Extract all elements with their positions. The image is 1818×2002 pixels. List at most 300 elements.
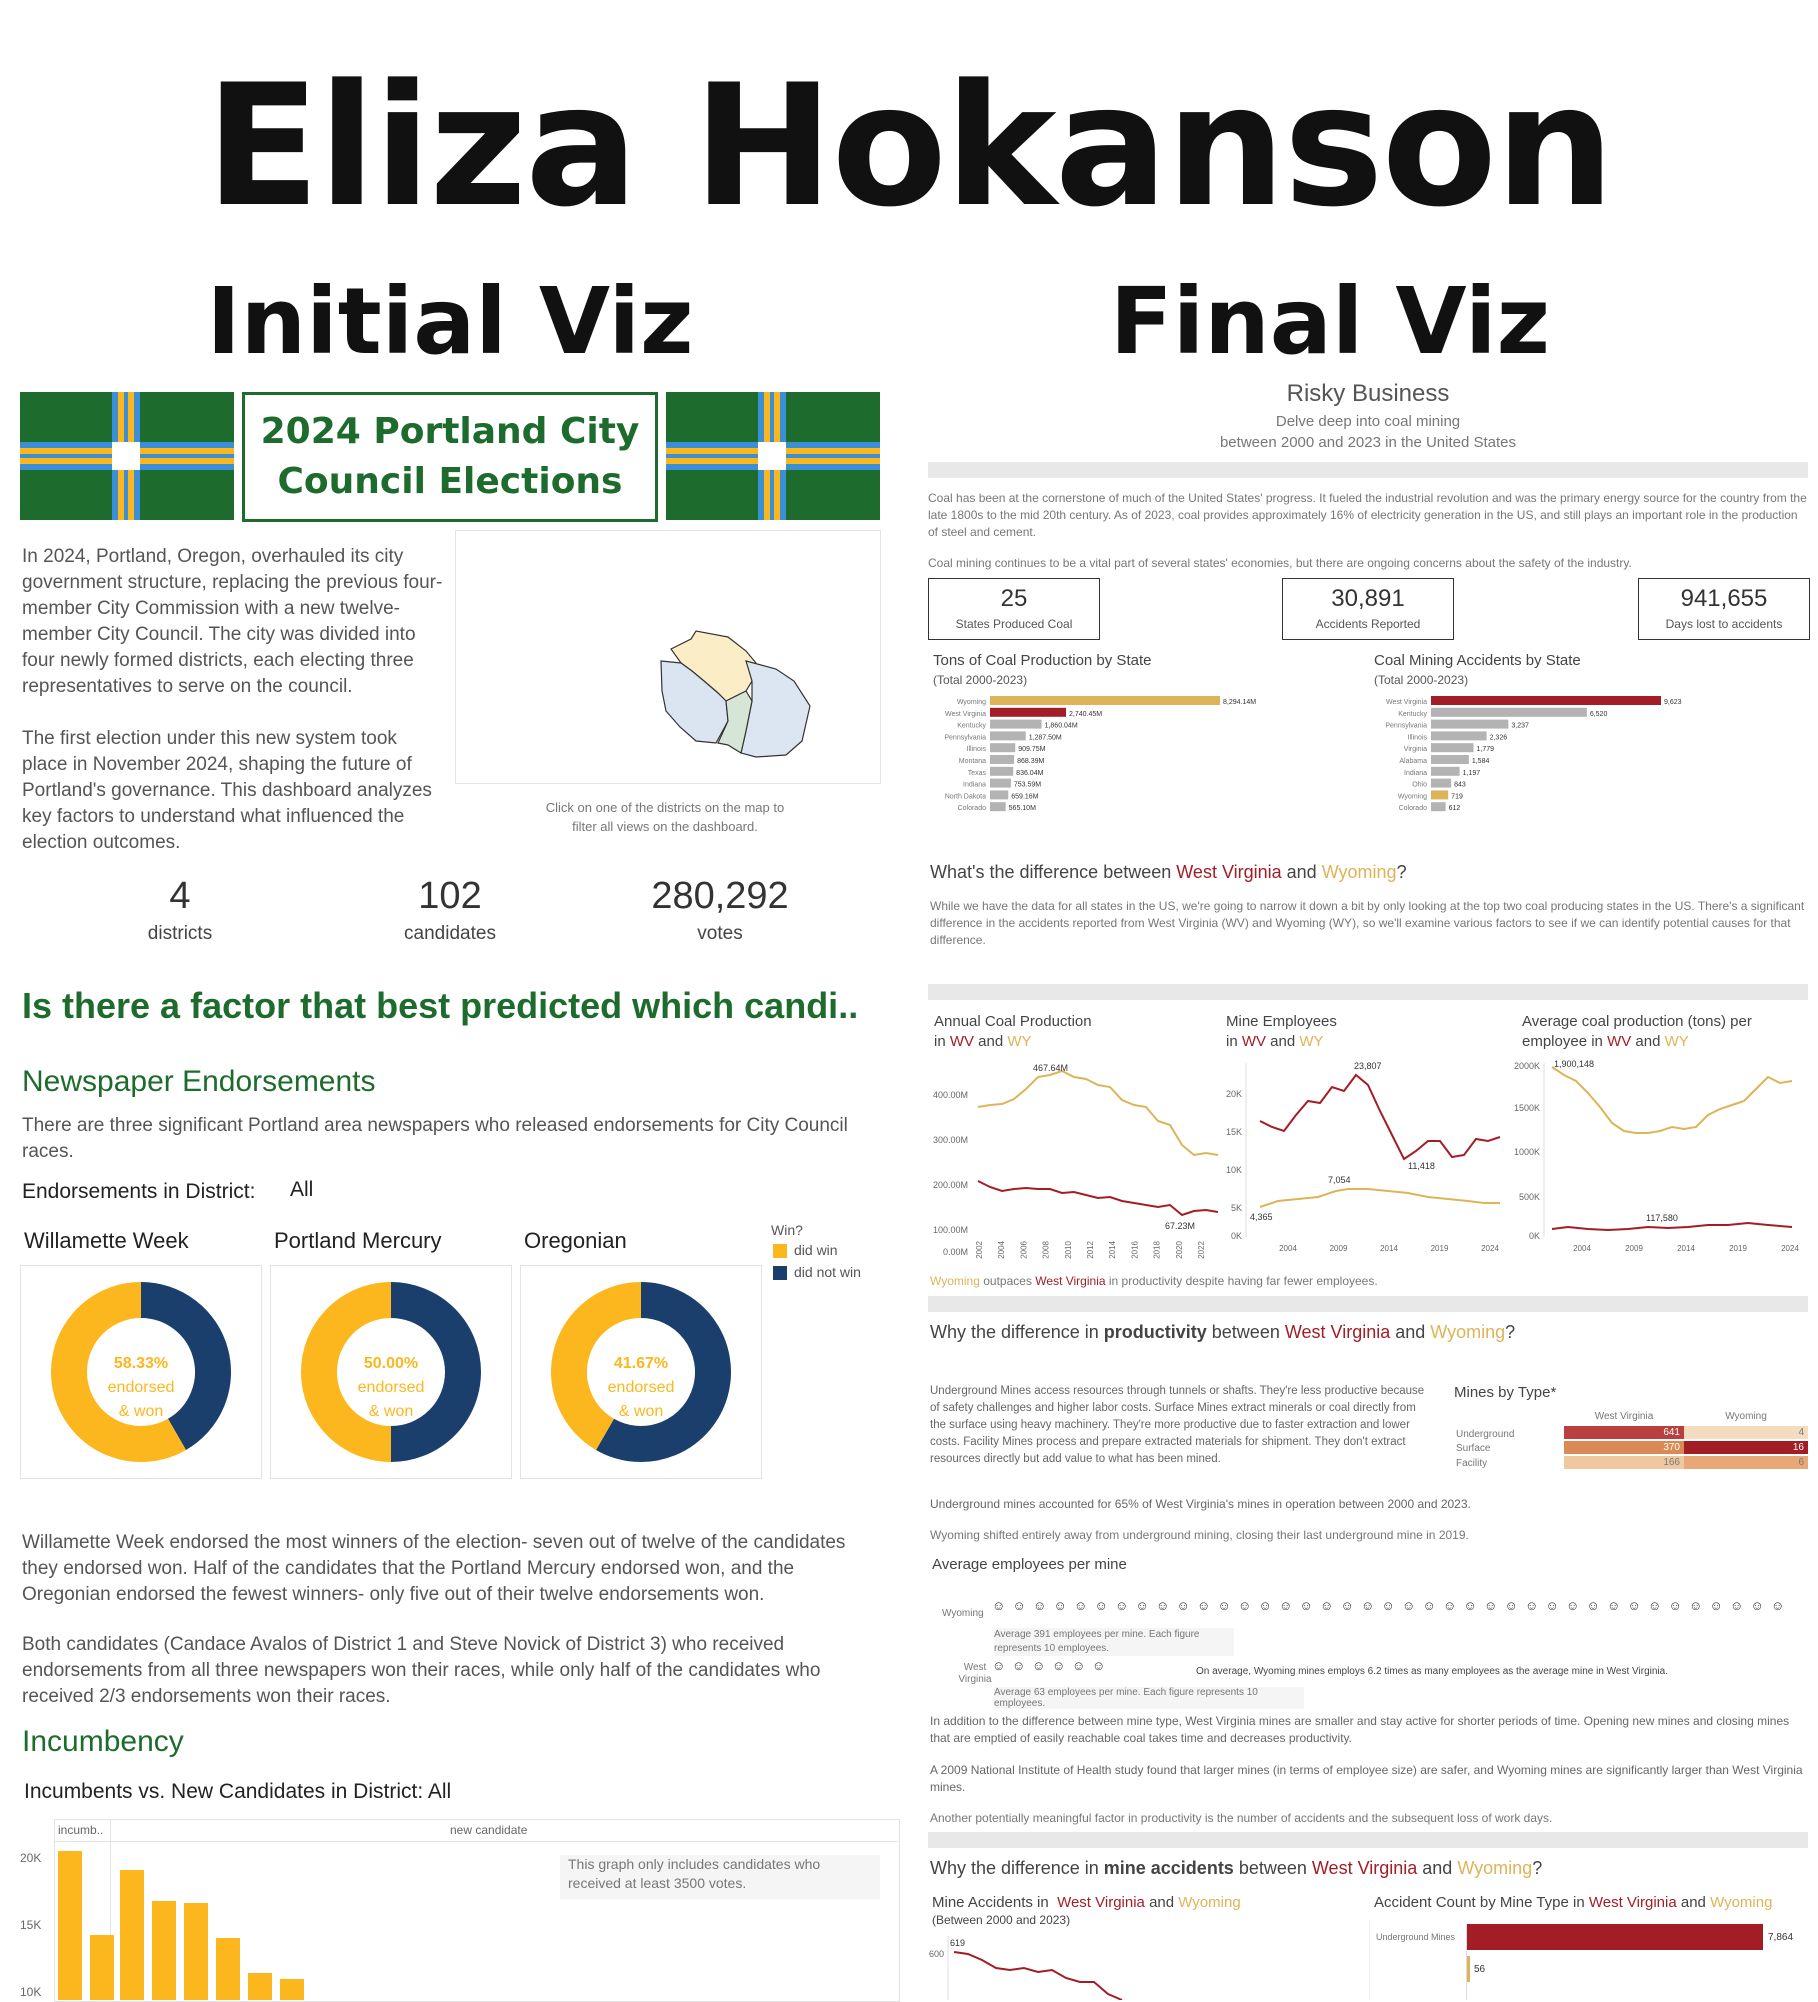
inc-bar[interactable] xyxy=(58,1851,82,2000)
donut-line2: endorsed xyxy=(607,1379,675,1396)
risky-intro-2: Coal mining continues to be a vital part of several states' economies, but there are ongoing concerns about the safety of the industry. xyxy=(928,556,1632,570)
bar-value-label: 909.75M xyxy=(1018,746,1046,754)
inc-bar[interactable] xyxy=(280,1979,304,2000)
c3-tick: 500K xyxy=(1518,1192,1540,1202)
acount-bar-wv[interactable] xyxy=(1467,1924,1763,1950)
c3-wv-label: 117,580 xyxy=(1646,1213,1678,1223)
inc-tick-20k: 20K xyxy=(20,1851,42,1865)
initial-viz-heading: Initial Viz xyxy=(206,268,694,375)
bar[interactable] xyxy=(990,790,1008,799)
c1-tick: 0.00M xyxy=(942,1247,968,1257)
wy-row-note: Average 391 employees per mine. Each figure represents 10 employees. xyxy=(994,1628,1234,1656)
bar-state-label: Kentucky xyxy=(957,722,986,730)
bar-state-label: West Virginia xyxy=(945,710,986,718)
endorse-summary-1: Willamette Week endorsed the most winners of the election- seven out of twelve of the candidates they endorsed won. Half of the candidates that the Portland Mercury endorsed won, and the Oregonian endorsed the fewest winners- only five out of their twelve endorsements won. xyxy=(22,1532,846,1605)
donut-panel-oregonian[interactable] xyxy=(520,1265,762,1479)
bar[interactable] xyxy=(990,755,1014,764)
section-divider xyxy=(928,1832,1808,1848)
avg-employees-pictograph[interactable] xyxy=(928,1588,1808,1709)
mine-accidents-chart[interactable] xyxy=(928,1930,1358,2000)
c3-wv-line xyxy=(1552,1223,1792,1230)
inc-bar[interactable] xyxy=(184,1903,208,2000)
bar-value-label: 1,584 xyxy=(1471,758,1490,765)
win-legend-title: Win? xyxy=(771,1222,803,1238)
miner-icon: ☺ xyxy=(1156,1598,1170,1613)
bar-value-label: 8,294.14M xyxy=(1223,699,1257,706)
c2-tick: 5K xyxy=(1230,1203,1242,1213)
miner-icon: ☺ xyxy=(1484,1598,1498,1613)
year-label: 2022 xyxy=(1197,1241,1206,1259)
c2-wv-low-label: 11,418 xyxy=(1408,1161,1435,1171)
bar-value-label: 9,623 xyxy=(1664,699,1682,706)
mines-by-type-title: Mines by Type* xyxy=(1454,1384,1557,1401)
bar-value-label: 2,326 xyxy=(1489,734,1508,742)
c2-tick: 15K xyxy=(1225,1127,1242,1137)
bar-value-label: 1,287.50M xyxy=(1028,734,1062,742)
c3-title: Average coal production (tons) per employee in WV and WY xyxy=(1522,1013,1752,1050)
accident-count-chart[interactable] xyxy=(1369,1920,1809,2000)
productivity-question: Why the difference in productivity between West Virginia and Wyoming? xyxy=(930,1322,1516,1342)
mine-accidents-title: Mine Accidents in West Virginia and Wyoming xyxy=(932,1894,1241,1911)
acount-wy-label: 56 xyxy=(1474,1964,1486,1975)
donut-line3: & won xyxy=(618,1403,664,1420)
mines-cell-wy: 16 xyxy=(1684,1441,1808,1454)
bar-state-label: Illinois xyxy=(966,746,986,754)
miner-icon: ☺ xyxy=(1607,1598,1621,1613)
bar-value-label: 836.04M xyxy=(1016,769,1044,777)
acc-sub: (Total 2000-2023) xyxy=(1374,673,1469,687)
portland-title-box xyxy=(242,392,658,522)
miner-icon: ☺ xyxy=(992,1658,1006,1673)
bar[interactable] xyxy=(1431,755,1469,764)
accidents-question: Why the difference in mine accidents between West Virginia and Wyoming? xyxy=(930,1858,1543,1878)
wyoming-shift-note: Wyoming shifted entirely away from underground mining, closing their last underground mine in 2019. xyxy=(930,1528,1469,1542)
c1-title: Annual Coal Production in WV and WY xyxy=(934,1013,1092,1050)
outpace-note: Wyoming outpaces West Virginia in productivity despite having far fewer employees. xyxy=(930,1274,1378,1288)
donut-panel-mercury[interactable] xyxy=(270,1265,512,1479)
portland-banner xyxy=(20,392,880,522)
endorse-summary-2: Both candidates (Candace Avalos of District 1 and Steve Novick of District 3) who received endorsements from all three newspapers won their races, while only half of the candidates who received 2/3 endorsements won their races. xyxy=(22,1634,821,1707)
endorse-label: Endorsements in District: xyxy=(22,1180,256,1203)
donut-line2: endorsed xyxy=(357,1379,425,1396)
bar-value-label: 3,237 xyxy=(1511,722,1529,730)
risky-sub2: between 2000 and 2023 in the United States xyxy=(1219,434,1517,451)
miner-icon: ☺ xyxy=(1012,1658,1026,1673)
mines-row-type: Underground xyxy=(1456,1429,1515,1440)
mines-col-wv: West Virginia xyxy=(1594,1411,1654,1422)
mine-types-para: Underground Mines access resources through tunnels or shafts. They're less productive because of safety challenges and higher labor costs. Surface Mines extract minerals or coal directly from the surface using heavy machinery. They're more productive due to faster extraction and lower costs. Facility Mines process and prepare extracted materials for shipment. They don't extract resources directly but add value to what has been mined. xyxy=(930,1385,1425,1465)
bar[interactable] xyxy=(1431,696,1661,705)
year-label: 2006 xyxy=(1019,1241,1029,1259)
bar[interactable] xyxy=(1431,802,1446,811)
macc-wv-line xyxy=(954,1952,1122,2000)
miner-icon: ☺ xyxy=(1504,1598,1518,1613)
mines-cell-wv: 641 xyxy=(1564,1426,1684,1439)
avg-compare-note: On average, Wyoming mines employs 6.2 times as many employees as the average mine in West Virginia. xyxy=(1196,1666,1668,1677)
miner-icon: ☺ xyxy=(1689,1598,1703,1613)
risky-kpi-value: 30,891 xyxy=(1331,585,1405,612)
bar-state-label: Texas xyxy=(967,769,986,777)
bar[interactable] xyxy=(1431,731,1487,740)
year-label: 2020 xyxy=(1174,1241,1184,1259)
bar-state-label: Wyoming xyxy=(956,699,986,706)
miner-icon: ☺ xyxy=(1750,1598,1764,1613)
section-divider xyxy=(928,984,1808,1000)
miner-icon: ☺ xyxy=(1094,1598,1108,1613)
diff-text: While we have the data for all states in the US, we're going to narrow it down a bit by only looking at the top two coal producing states in the US. There's a significant difference in the accidents reported from West Virginia (WV) and Wyoming (WY), so we'll examine various factors to see if we can identify potential causes for that difference. xyxy=(930,899,1805,947)
risky-kpi-label: Days lost to accidents xyxy=(1665,617,1783,631)
c1-tick: 400.00M xyxy=(932,1090,968,1100)
kpi-districts-value: 4 xyxy=(169,875,191,917)
miner-icon: ☺ xyxy=(1771,1598,1785,1613)
bar-value-label: 2,740.45M xyxy=(1068,710,1103,718)
risky-kpi-states xyxy=(928,578,1100,640)
miner-icon: ☺ xyxy=(1730,1598,1744,1613)
miner-icon: ☺ xyxy=(1402,1598,1416,1613)
inc-col-new: new candidate xyxy=(450,1823,528,1837)
diff-question: What's the difference between West Virginia and Wyoming? xyxy=(930,862,1407,882)
inc-col-incumbent: incumb.. xyxy=(58,1823,104,1837)
bar-state-label: Pennsylvania xyxy=(1385,722,1427,730)
productivity-chart[interactable] xyxy=(1508,1055,1808,1270)
miner-icon: ☺ xyxy=(1320,1598,1334,1613)
c1-years xyxy=(975,1240,1206,1258)
wv-row-label: West Virginia xyxy=(958,1662,992,1685)
c1-low-label: 67.23M xyxy=(1165,1221,1196,1231)
donut-panel-willamette[interactable] xyxy=(20,1265,262,1479)
risky-kpi-label: States Produced Coal xyxy=(955,617,1073,631)
page-title: Eliza Hokanson xyxy=(205,48,1613,244)
c2-tick: 20K xyxy=(1225,1089,1242,1099)
wv-icon-row xyxy=(992,1658,1152,1682)
c2-wy-mid-label: 7,054 xyxy=(1328,1175,1351,1185)
year-label: 2010 xyxy=(1063,1241,1073,1259)
portland-intro-2: The first election under this new system took place in November 2024, shaping the future of Portland's governance. This dashboard analyzes key factors to understand what influenced the election outcomes. xyxy=(22,728,432,853)
bar-state-label: Indiana xyxy=(963,781,986,789)
inc-bar[interactable] xyxy=(120,1870,144,2000)
c3-peak-label: 1,900,148 xyxy=(1554,1059,1595,1069)
wy-icon-row xyxy=(992,1598,1808,1628)
c1-peak-label: 467.64M xyxy=(1033,1063,1069,1073)
bar-value-label: 565.10M xyxy=(1008,805,1036,813)
risky-intro-1: Coal has been at the cornerstone of much of the United States' progress. It fueled the industrial revolution and was the primary energy source for the country from the late 1800s to the mid 20th century. As of 2023, coal provides approximately 16% of electricity generation in the US, and still plays an important role in the production of steel and cement. xyxy=(928,491,1807,539)
miner-icon: ☺ xyxy=(1627,1598,1641,1613)
macc-tick: 600 xyxy=(928,1949,944,1959)
inc-bar[interactable] xyxy=(90,1935,114,2000)
c3-tick: 1500K xyxy=(1513,1103,1540,1113)
mines-by-type-table[interactable] xyxy=(1454,1411,1808,1471)
donut-title-oregonian: Oregonian xyxy=(524,1228,627,1253)
bar[interactable] xyxy=(1431,708,1587,717)
donut-pct: 50.00% xyxy=(363,1355,419,1372)
c2-peak-label: 23,807 xyxy=(1354,1061,1382,1071)
section-divider xyxy=(928,1296,1808,1312)
endorse-filter[interactable]: All xyxy=(290,1178,314,1201)
miner-icon: ☺ xyxy=(1053,1598,1067,1613)
portland-flag-left xyxy=(20,392,234,520)
bar-state-label: Kentucky xyxy=(1398,710,1427,718)
newspaper-desc: There are three significant Portland area newspapers who released endorsements for City Council races. xyxy=(22,1115,848,1162)
mines-cell-wv: 370 xyxy=(1564,1441,1684,1454)
mines-row-type: Facility xyxy=(1456,1458,1488,1469)
miner-icon: ☺ xyxy=(1032,1658,1046,1673)
annual-production-chart[interactable] xyxy=(928,1055,1218,1270)
risky-kpi-value: 25 xyxy=(1000,585,1028,612)
year-label: 2012 xyxy=(1086,1241,1095,1259)
incumbency-label: Incumbents vs. New Candidates in District: All xyxy=(24,1780,452,1803)
year-label: 2014 xyxy=(1108,1241,1118,1259)
prod-title: Tons of Coal Production by State xyxy=(933,652,1152,669)
miner-icon: ☺ xyxy=(1217,1598,1231,1613)
bar[interactable] xyxy=(990,696,1220,705)
underground-note: Underground mines accounted for 65% of West Virginia's mines in operation between 2000 and 2023. xyxy=(930,1497,1471,1511)
inc-note: This graph only includes candidates who received at least 3500 votes. xyxy=(560,1855,880,1899)
bar-value-label: 719 xyxy=(1451,793,1463,801)
c2-title: Mine Employees in WV and WY xyxy=(1226,1013,1337,1050)
addition-note: In addition to the difference between mine type, West Virginia mines are smaller and stay active for shorter periods of time. Opening new mines and closing mines that are emptied of easily reachable coal takes time and decreases productivity. xyxy=(930,1714,1790,1745)
portland-kpis xyxy=(20,875,880,955)
miner-icon: ☺ xyxy=(992,1598,1006,1613)
bar-state-label: North Dakota xyxy=(944,793,986,801)
bar[interactable] xyxy=(1431,743,1474,752)
another-note: Another potentially meaningful factor in productivity is the number of accidents and the subsequent loss of work days. xyxy=(930,1811,1553,1825)
bar-state-label: Indiana xyxy=(1404,769,1427,777)
miner-icon: ☺ xyxy=(1238,1598,1252,1613)
mines-cell-wv: 166 xyxy=(1564,1456,1684,1469)
c2-wy-start-label: 4,365 xyxy=(1250,1212,1273,1222)
macc-peak-label: 619 xyxy=(950,1938,966,1948)
portland-intro-1: In 2024, Portland, Oregon, overhauled its city government structure, replacing the previous four-member City Commission with a new twelve-member City Council. The city was divided into four newly formed districts, each electing three representatives to serve on the council. xyxy=(22,546,443,697)
acc-title: Coal Mining Accidents by State xyxy=(1374,652,1581,669)
inc-bar[interactable] xyxy=(248,1973,272,2000)
bar[interactable] xyxy=(1431,720,1508,729)
donut-pct: 41.67% xyxy=(613,1355,669,1372)
district-map[interactable] xyxy=(455,530,881,784)
miner-icon: ☺ xyxy=(1668,1598,1682,1613)
donut-line2: endorsed xyxy=(107,1379,175,1396)
donut-line3: & won xyxy=(368,1403,414,1420)
year-label: 2004 xyxy=(1279,1244,1297,1253)
bar-state-label: Pennsylvania xyxy=(944,734,986,742)
bar[interactable] xyxy=(990,779,1011,788)
c3-years xyxy=(1573,1244,1799,1253)
miner-icon: ☺ xyxy=(1566,1598,1580,1613)
miner-icon: ☺ xyxy=(1176,1598,1190,1613)
year-label: 2016 xyxy=(1130,1241,1140,1259)
accident-count-title: Accident Count by Mine Type in West Virginia and Wyoming xyxy=(1374,1894,1773,1911)
bar[interactable] xyxy=(990,767,1013,776)
bar-state-label: Alabama xyxy=(1399,758,1427,765)
miner-icon: ☺ xyxy=(1463,1598,1477,1613)
bar-value-label: 6,520 xyxy=(1589,710,1608,718)
year-label: 2019 xyxy=(1729,1244,1747,1253)
bar[interactable] xyxy=(990,743,1015,752)
final-viz-heading: Final Viz xyxy=(1109,268,1551,375)
kpi-candidates-label: candidates xyxy=(404,923,496,944)
c1-wy-line xyxy=(978,1071,1218,1155)
bar-value-label: 843 xyxy=(1454,781,1466,789)
acount-row-label: Underground Mines xyxy=(1376,1932,1456,1942)
c2-wv-line xyxy=(1260,1075,1500,1159)
bar[interactable] xyxy=(990,802,1006,811)
miner-icon: ☺ xyxy=(1074,1598,1088,1613)
portland-title-line2: Council Elections xyxy=(277,461,623,502)
c1-tick: 200.00M xyxy=(932,1180,968,1190)
miner-icon: ☺ xyxy=(1012,1598,1026,1613)
inc-bar[interactable] xyxy=(152,1901,176,2000)
miner-icon: ☺ xyxy=(1709,1598,1723,1613)
miner-icon: ☺ xyxy=(1545,1598,1559,1613)
bar-state-label: Montana xyxy=(958,758,986,765)
wv-row-note: Average 63 employees per mine. Each figure represents 10 employees. xyxy=(994,1687,1304,1709)
year-label: 2004 xyxy=(997,1241,1007,1259)
miner-icon: ☺ xyxy=(1340,1598,1354,1613)
c1-wv-line xyxy=(978,1181,1218,1215)
c1-tick: 300.00M xyxy=(932,1135,968,1145)
miner-icon: ☺ xyxy=(1197,1598,1211,1613)
bar-value-label: 1,779 xyxy=(1476,746,1495,754)
year-label: 2009 xyxy=(1329,1244,1348,1253)
bar-value-label: 659.16M xyxy=(1011,793,1039,801)
bar[interactable] xyxy=(1431,779,1451,788)
year-label: 2008 xyxy=(1041,1241,1051,1259)
bar-state-label: West Virginia xyxy=(1386,699,1427,706)
miner-icon: ☺ xyxy=(1072,1658,1086,1673)
district-map-svg xyxy=(456,531,880,783)
bar[interactable] xyxy=(990,720,1042,729)
c2-tick: 10K xyxy=(1225,1165,1242,1175)
kpi-votes-label: votes xyxy=(697,923,743,944)
factor-question: Is there a factor that best predicted which candi.. xyxy=(22,985,859,1026)
miner-icon: ☺ xyxy=(1258,1598,1272,1613)
bar-state-label: Colorado xyxy=(1398,805,1427,813)
year-label: 2014 xyxy=(1677,1244,1695,1253)
miner-icon: ☺ xyxy=(1052,1658,1066,1673)
acount-wv-label: 7,864 xyxy=(1768,1932,1794,1943)
nih-note: A 2009 National Institute of Health study found that larger mines (in terms of employee size) are safer, and Wyoming mines are significantly larger than West Virginia mines. xyxy=(930,1763,1803,1794)
district-4-shape[interactable] xyxy=(741,661,810,757)
inc-bar[interactable] xyxy=(216,1938,240,2000)
donut-line3: & won xyxy=(118,1403,164,1420)
legend-label-win: did win xyxy=(794,1242,838,1258)
bar-state-label: Colorado xyxy=(957,805,986,813)
year-label: 2004 xyxy=(1573,1244,1591,1253)
year-label: 2014 xyxy=(1380,1244,1398,1253)
miner-icon: ☺ xyxy=(1422,1598,1436,1613)
risky-title: Risky Business xyxy=(1286,380,1450,407)
c3-tick: 0K xyxy=(1528,1231,1540,1241)
year-label: 2024 xyxy=(1781,1244,1799,1253)
year-label: 2019 xyxy=(1430,1244,1449,1253)
miner-icon: ☺ xyxy=(1525,1598,1539,1613)
mine-accidents-sub: (Between 2000 and 2023) xyxy=(932,1913,1071,1927)
risky-sub1: Delve deep into coal mining xyxy=(1275,413,1461,430)
prod-sub: (Total 2000-2023) xyxy=(933,673,1028,687)
year-label: 2024 xyxy=(1481,1244,1499,1253)
year-label: 2018 xyxy=(1152,1241,1162,1259)
bar[interactable] xyxy=(1431,790,1448,799)
bar-value-label: 1,197 xyxy=(1462,769,1481,777)
c3-wy-line xyxy=(1552,1067,1792,1133)
wy-row-label: Wyoming xyxy=(942,1608,984,1619)
miner-icon: ☺ xyxy=(1115,1598,1129,1613)
inc-tick-10k: 10K xyxy=(20,1985,42,1999)
c1-tick: 100.00M xyxy=(932,1225,968,1235)
miner-icon: ☺ xyxy=(1033,1598,1047,1613)
bar-value-label: 1,860.04M xyxy=(1044,722,1078,730)
portland-title-line1: 2024 Portland City xyxy=(260,411,640,452)
year-label: 2002 xyxy=(975,1241,984,1259)
mines-cell-wy: 4 xyxy=(1684,1426,1808,1439)
acc-bar-chart[interactable] xyxy=(1369,692,1799,847)
donut-pct: 58.33% xyxy=(113,1355,169,1372)
avg-employees-title: Average employees per mine xyxy=(932,1556,1127,1573)
year-label: 2009 xyxy=(1625,1244,1643,1253)
bar-state-label: Wyoming xyxy=(1397,793,1427,801)
legend-swatch-win xyxy=(773,1244,787,1258)
bar-state-label: Ohio xyxy=(1412,781,1427,789)
mines-col-wy: Wyoming xyxy=(1725,1411,1767,1422)
bar-state-label: Illinois xyxy=(1407,734,1427,742)
donut-title-mercury: Portland Mercury xyxy=(274,1228,442,1253)
mine-employees-chart[interactable] xyxy=(1218,1055,1508,1270)
miner-icon: ☺ xyxy=(1299,1598,1313,1613)
miner-icon: ☺ xyxy=(1443,1598,1457,1613)
bar-state-label: Virginia xyxy=(1403,746,1427,754)
bar-value-label: 753.59M xyxy=(1013,781,1042,789)
section-divider xyxy=(928,462,1808,478)
legend-swatch-lose xyxy=(773,1266,787,1280)
bar-value-label: 868.39M xyxy=(1017,758,1045,765)
map-caption: Click on one of the districts on the map to filter all views on the dashboard. xyxy=(545,800,785,834)
newspaper-heading: Newspaper Endorsements xyxy=(22,1065,376,1098)
kpi-votes-value: 280,292 xyxy=(651,875,789,917)
bar-value-label: 612 xyxy=(1448,805,1461,813)
legend-label-lose: did not win xyxy=(794,1264,861,1280)
c3-tick: 2000K xyxy=(1513,1061,1540,1071)
donut-title-willamette: Willamette Week xyxy=(24,1228,189,1253)
miner-icon: ☺ xyxy=(1586,1598,1600,1613)
mines-row-type: Surface xyxy=(1456,1443,1491,1454)
c2-wy-line xyxy=(1260,1189,1500,1207)
risky-kpi-accidents xyxy=(1282,578,1454,640)
risky-kpi-days xyxy=(1638,578,1810,640)
acount-bar-wy[interactable] xyxy=(1467,1956,1470,1982)
miner-icon: ☺ xyxy=(1381,1598,1395,1613)
incumbency-heading: Incumbency xyxy=(22,1725,184,1758)
risky-kpi-label: Accidents Reported xyxy=(1315,617,1421,631)
c2-years xyxy=(1279,1244,1499,1253)
kpi-districts-label: districts xyxy=(147,923,213,944)
bar[interactable] xyxy=(990,731,1026,740)
kpi-candidates-value: 102 xyxy=(418,875,482,917)
miner-icon: ☺ xyxy=(1361,1598,1375,1613)
bar[interactable] xyxy=(1431,767,1460,776)
risky-kpi-value: 941,655 xyxy=(1680,585,1768,612)
miner-icon: ☺ xyxy=(1648,1598,1662,1613)
c2-tick: 0K xyxy=(1230,1231,1242,1241)
miner-icon: ☺ xyxy=(1135,1598,1149,1613)
inc-tick-15k: 15K xyxy=(20,1918,42,1932)
bar[interactable] xyxy=(990,708,1066,717)
mines-cell-wy: 6 xyxy=(1684,1456,1808,1469)
portland-flag-right xyxy=(666,392,880,520)
prod-bar-chart[interactable] xyxy=(928,692,1358,847)
miner-icon: ☺ xyxy=(1092,1658,1106,1673)
miner-icon: ☺ xyxy=(1279,1598,1293,1613)
incumbency-chart[interactable] xyxy=(20,1815,880,2000)
c3-tick: 1000K xyxy=(1513,1147,1540,1157)
